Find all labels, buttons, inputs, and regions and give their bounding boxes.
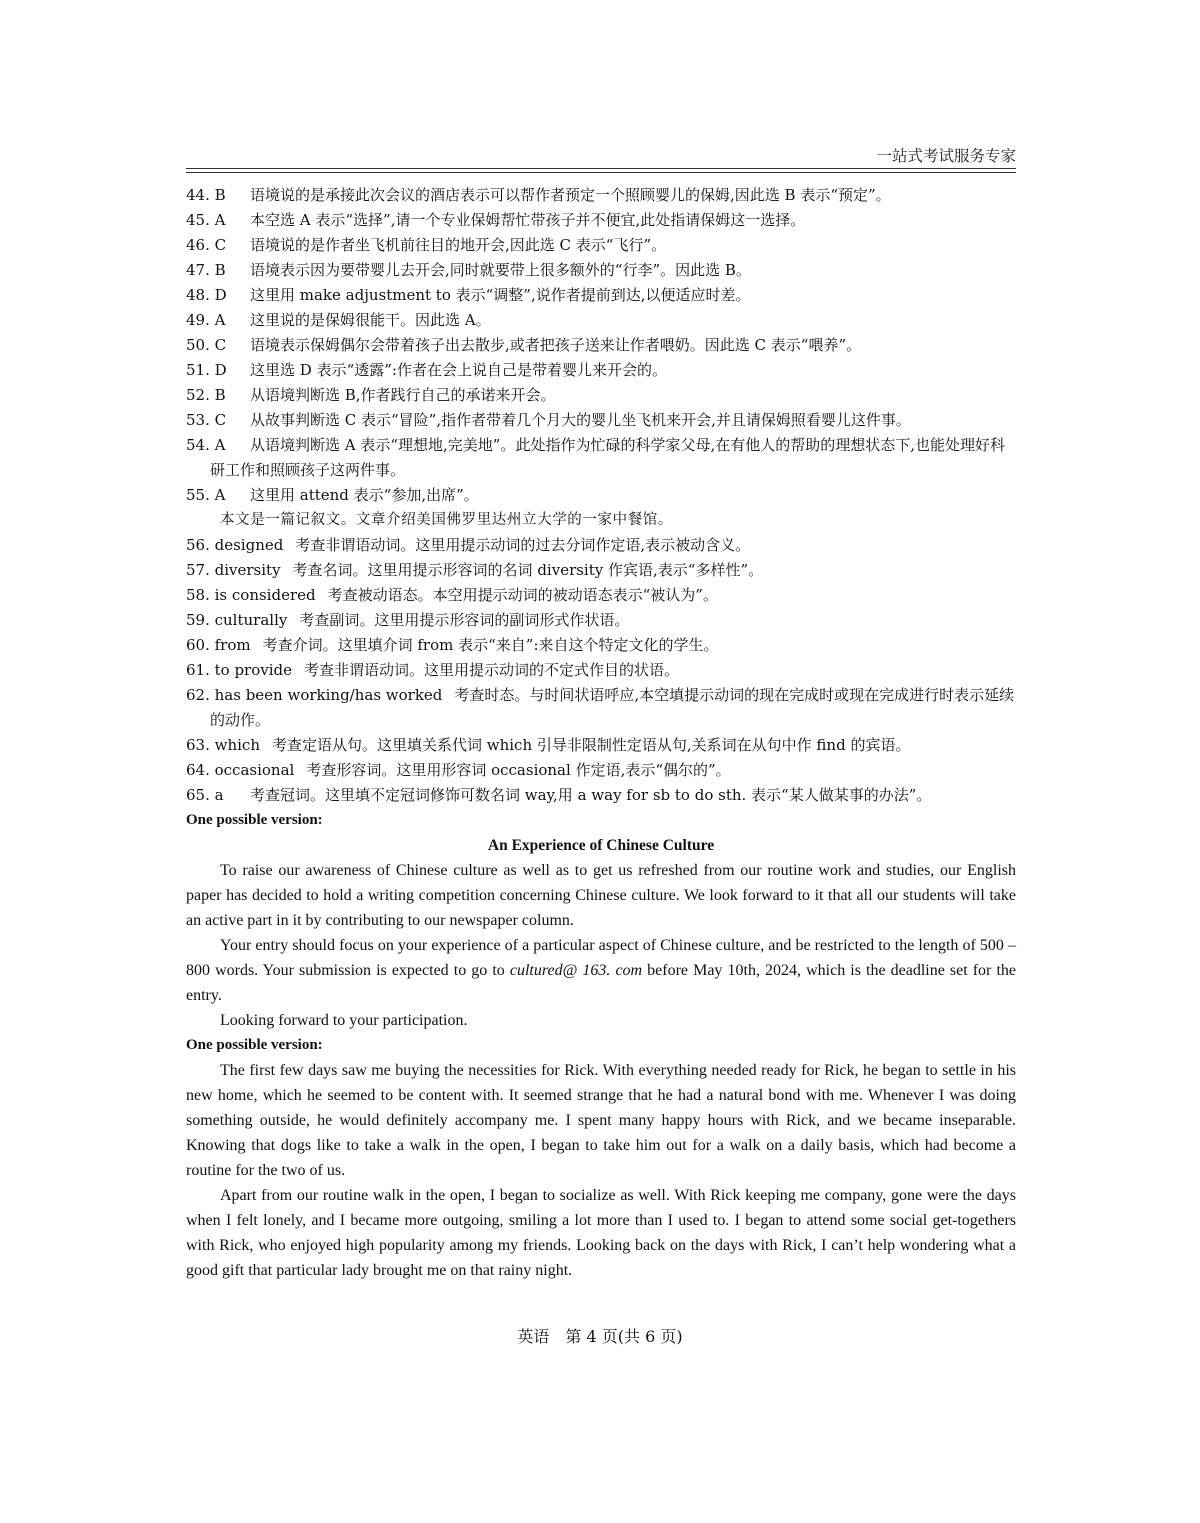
answer-key: 49. A (186, 311, 226, 329)
answer-item (186, 333, 1016, 358)
answer-explanation: 语境说的是承接此次会议的酒店表示可以帮作者预定一个照顾婴儿的保姆,因此选 B 表示“预定”。 (250, 186, 891, 204)
answer-key: 50. C (186, 336, 227, 354)
answer-explanation: 考查冠词。这里填不定冠词修饰可数名词 way,用 a way for sb to do sth. 表示“某人做某事的办法”。 (250, 786, 932, 804)
answer-explanation: 这里选 D 表示“透露”:作者在会上说自己是带着婴儿来开会的。 (250, 361, 667, 379)
essay1-paragraph-3: Looking forward to your participation. (220, 1012, 468, 1029)
answer-content (186, 183, 1016, 1283)
answer-explanation: 考查副词。这里用提示形容词的副词形式作状语。 (299, 611, 630, 629)
answer-item (186, 683, 1016, 733)
answer-key: 64. occasional (186, 761, 295, 779)
passage-intro-note: 本文是一篇记叙文。文章介绍美国佛罗里达州立大学的一家中餐馆。 (220, 512, 673, 528)
answer-item (186, 208, 1016, 233)
version-label-2: One possible version: (186, 1037, 323, 1053)
answer-item (186, 433, 1016, 483)
essay1-p2-part-a: Your entry should focus on your experience of a particular aspect of Chinese culture, and be restricted to the length of 500 – 800 words. Your submission is expected to go to (186, 937, 1016, 979)
answer-key: 46. C (186, 236, 227, 254)
page-footer: 英语 第 4 页(共 6 页) (517, 1327, 683, 1346)
version-label: One possible version: (186, 812, 323, 828)
answer-key: 65. a (186, 786, 224, 804)
answer-item (186, 358, 1016, 383)
header-rule (186, 168, 1016, 173)
answer-key: 61. to provide (186, 661, 293, 679)
answer-key: 48. D (186, 286, 227, 304)
answer-explanation: 本空选 A 表示“选择”,请一个专业保姆帮忙带孩子并不便宜,此处指请保姆这一选择。 (250, 211, 806, 229)
answer-item (186, 558, 1016, 583)
answer-explanation: 语境说的是作者坐飞机前往目的地开会,因此选 C 表示“飞行”。 (250, 236, 667, 254)
essay1-paragraph-2 (186, 933, 1016, 1008)
answer-explanation: 考查名词。这里用提示形容词的名词 diversity 作宾语,表示“多样性”。 (292, 561, 764, 579)
answer-explanation: 考查非谓语动词。这里用提示动词的不定式作目的状语。 (304, 661, 680, 679)
answer-explanation: 从语境判断选 B,作者践行自己的承诺来开会。 (250, 386, 556, 404)
essay1-paragraph-1: To raise our awareness of Chinese culture as well as to get us refreshed from our routine work and studies, our English paper has decided to hold a writing competition concerning Chinese culture. We look forward to it that all our students will take an active part in it by contributing to our newspaper column. (186, 862, 1016, 929)
answer-key: 51. D (186, 361, 227, 379)
answer-key: 53. C (186, 411, 227, 429)
answer-key: 55. A (186, 486, 226, 504)
answer-item (186, 283, 1016, 308)
answer-explanation: 考查被动语态。本空用提示动词的被动语态表示“被认为”。 (327, 586, 718, 604)
answer-explanation: 考查时态。与时间状语呼应,本空填提示动词的现在完成时或现在完成进行时表示延续的动作。 (210, 686, 1015, 729)
answer-explanation: 从语境判断选 A 表示“理想地,完美地”。此处指作为忙碌的科学家父母,在有他人的帮助的理想状态下,也能处理好科研工作和照顾孩子这两件事。 (210, 436, 1006, 479)
page-header: 一站式考试服务专家 (876, 147, 1016, 165)
answer-item (186, 758, 1016, 783)
answer-item (186, 258, 1016, 283)
answer-item (186, 608, 1016, 633)
answer-key: 59. culturally (186, 611, 288, 629)
answer-key: 58. is considered (186, 586, 316, 604)
answer-explanation: 这里说的是保姆很能干。因此选 A。 (250, 311, 491, 329)
answer-explanation: 考查形容词。这里用形容词 occasional 作定语,表示“偶尔的”。 (306, 761, 731, 779)
essay2-paragraph-1: The first few days saw me buying the necessities for Rick. With everything needed ready for Rick, he began to settle in his new home, which he seemed to be content with. It seemed strange that he had a natural bond with me. Whenever I was doing something outside, he would definitely accompany me. I spent many happy hours with Rick, and we became inseparable. Knowing that dogs like to take a walk in the open, I began to take him out for a walk on a daily basis, which had become a routine for the two of us. (186, 1062, 1016, 1179)
answer-item (186, 633, 1016, 658)
answer-explanation: 语境表示因为要带婴儿去开会,同时就要带上很多额外的“行李”。因此选 B。 (250, 261, 751, 279)
answer-key: 57. diversity (186, 561, 281, 579)
answer-key: 60. from (186, 636, 251, 654)
answer-item (186, 183, 1016, 208)
answer-key: 54. A (186, 436, 226, 454)
answer-key: 44. B (186, 186, 226, 204)
answer-item (186, 233, 1016, 258)
answer-explanation: 考查定语从句。这里填关系代词 which 引导非限制性定语从句,关系词在从句中作 find 的宾语。 (271, 736, 911, 754)
answer-key: 63. which (186, 736, 260, 754)
answer-key: 62. has been working/has worked (186, 686, 443, 704)
answer-item (186, 783, 1016, 808)
answer-item (186, 408, 1016, 433)
answer-key: 56. designed (186, 536, 284, 554)
answer-item (186, 383, 1016, 408)
answer-item (186, 533, 1016, 558)
answer-list-cloze (186, 183, 1016, 508)
answer-key: 45. A (186, 211, 226, 229)
answer-explanation: 考查非谓语动词。这里用提示动词的过去分词作定语,表示被动含义。 (295, 536, 751, 554)
answer-explanation: 语境表示保姆偶尔会带着孩子出去散步,或者把孩子送来让作者喂奶。因此选 C 表示“喂养”。 (250, 336, 862, 354)
answer-item (186, 308, 1016, 333)
essay1-p2-part-b: before May 10th, 2024, which is the deadline set for the entry. (186, 962, 1017, 1004)
answer-item (186, 733, 1016, 758)
answer-list-grammar (186, 533, 1016, 808)
essay2-paragraph-2: Apart from our routine walk in the open, I began to socialize as well. With Rick keeping me company, gone were the days when I felt lonely, and I became more outgoing, smiling a lot more than I used to. I began to attend some social get-togethers with Rick, who enjoyed high popularity among my friends. Looking back on the days with Rick, I can’t help wondering what a good gift that particular lady brought me on that rainy night. (186, 1187, 1016, 1279)
answer-item (186, 583, 1016, 608)
answer-item (186, 658, 1016, 683)
answer-item (186, 483, 1016, 508)
answer-explanation: 这里用 make adjustment to 表示“调整”,说作者提前到达,以便适应时差。 (250, 286, 751, 304)
submission-email: cultured@ 163. com (509, 962, 643, 979)
answer-explanation: 从故事判断选 C 表示“冒险”,指作者带着几个月大的婴儿坐飞机来开会,并且请保姆照看婴儿这件事。 (250, 411, 911, 429)
essay-title: An Experience of Chinese Culture (487, 837, 715, 854)
answer-explanation: 考查介词。这里填介词 from 表示“来自”:来自这个特定文化的学生。 (262, 636, 719, 654)
answer-key: 47. B (186, 261, 226, 279)
answer-key: 52. B (186, 386, 226, 404)
answer-explanation: 这里用 attend 表示“参加,出席”。 (250, 486, 479, 504)
